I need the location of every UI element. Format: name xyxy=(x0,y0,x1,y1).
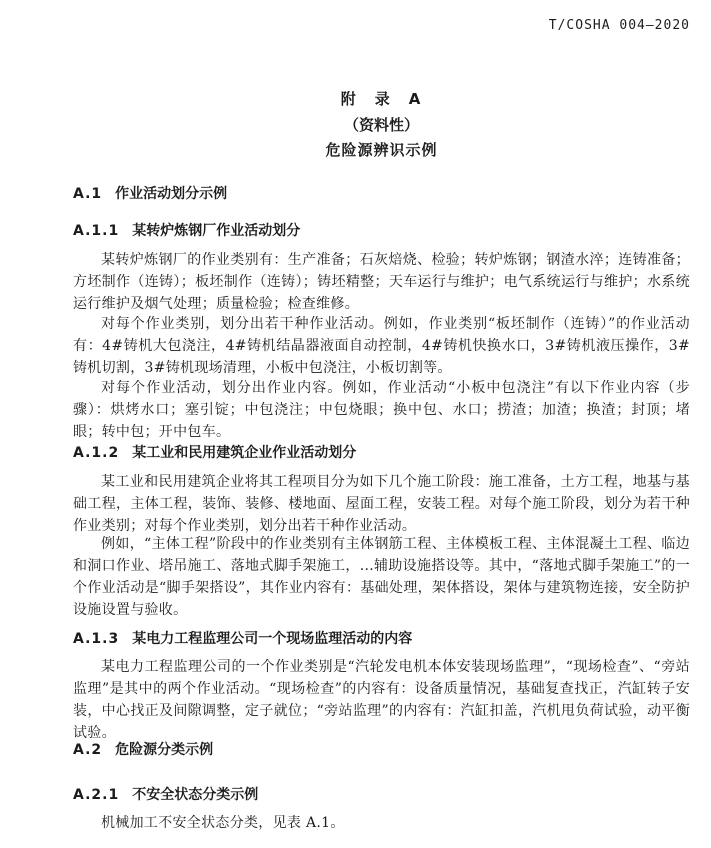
section-number: A.1.1 xyxy=(73,223,120,239)
appendix-label: 附 录 A xyxy=(340,90,423,108)
section-heading-a2 xyxy=(73,739,690,759)
section-number: A.2 xyxy=(73,742,103,758)
section-number: A.2.1 xyxy=(73,787,120,803)
section-number: A.1.2 xyxy=(73,445,120,461)
section-heading-a1 xyxy=(73,183,690,203)
paragraph: 对每个作业类别，划分出若干种作业活动。例如，作业类别“板坯制作（连铸）”的作业活动有：4#铸机大包浇注，4#铸机结晶器液面自动控制，4#铸机快换水口，3#铸机液压操作，3#铸机切割，3#铸机现场清理，小板中包浇注，小板切割等。 xyxy=(73,316,690,376)
paragraph: 某电力工程监理公司的一个作业类别是“汽轮发电机本体安装现场监理”，“现场检查”、“旁站监理”是其中的两个作业活动。“现场检查”的内容有：设备质量情况，基础复查找正，汽缸转子安装，中心找正及间隙调整，定子就位；“旁站监理”的内容有：汽缸扣盖，汽机甩负荷试验，动平衡试验。 xyxy=(73,659,690,741)
document-code: T/COSHA 004—2020 xyxy=(548,18,690,33)
section-heading-a12 xyxy=(73,442,690,462)
section-title: 危险源分类示例 xyxy=(115,742,214,758)
paragraph: 机械加工不安全状态分类，见表 A.1。 xyxy=(101,815,345,831)
appendix-type: （资料性） xyxy=(343,116,419,134)
appendix-subject: 危险源辨识示例 xyxy=(325,141,438,159)
paragraph: 某工业和民用建筑企业将其工程项目分为如下几个施工阶段：施工准备，土方工程，地基与基础工程，主体工程，装饰、装修、楼地面、屋面工程，安装工程。对每个施工阶段，划分为若干种作业类别；对每个作业类别，划分出若干种作业活动。 xyxy=(73,474,690,534)
section-number: A.1 xyxy=(73,186,103,202)
section-title: 某转炉炼钢厂作业活动划分 xyxy=(132,223,301,239)
section-heading-a13 xyxy=(73,628,690,648)
section-title: 作业活动划分示例 xyxy=(115,186,228,202)
section-title: 某电力工程监理公司一个现场监理活动的内容 xyxy=(132,631,413,647)
paragraph: 对每个作业活动，划分出作业内容。例如，作业活动“小板中包浇注”有以下作业内容（步骤）：烘烤水口；塞引锭；中包浇注；中包烧眼；换中包、水口；捞渣；加渣；换渣；封顶；堵眼；转中包；开中包车。 xyxy=(73,380,690,440)
section-heading-a11 xyxy=(73,220,690,240)
paragraph: 某转炉炼钢厂的作业类别有：生产准备；石灰焙烧、检验；转炉炼钢；钢渣水淬；连铸准备；方坯制作（连铸）；板坯制作（连铸）；铸坯精整；天车运行与维护；电气系统运行与维护；水系统运行维护及烟气处理；质量检验；检查维修。 xyxy=(73,252,690,312)
section-title: 某工业和民用建筑企业作业活动划分 xyxy=(132,445,357,461)
section-number: A.1.3 xyxy=(73,631,120,647)
paragraph: 例如，“主体工程”阶段中的作业类别有主体钢筋工程、主体模板工程、主体混凝土工程、临边和洞口作业、塔吊施工、落地式脚手架施工，...辅助设施搭设等。其中，“落地式脚手架施工”的一个作业活动是“脚手架搭设”，其作业内容有：基础处理，架体搭设，架体与建筑物连接，安全防护设施设置与验收。 xyxy=(73,536,690,618)
section-title: 不安全状态分类示例 xyxy=(132,787,259,803)
section-heading-a21 xyxy=(73,784,690,804)
